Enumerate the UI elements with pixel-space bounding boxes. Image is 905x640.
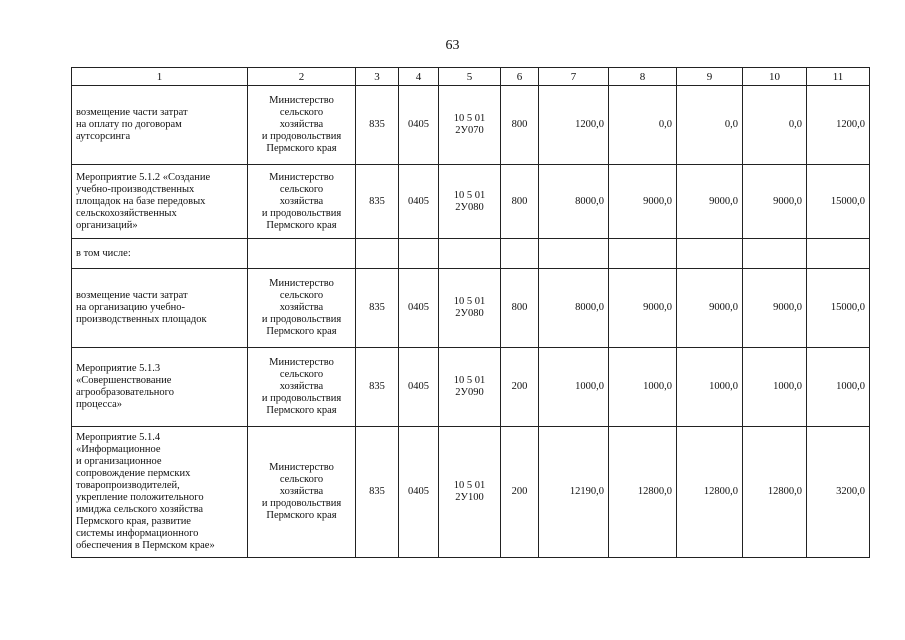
amount-cell: 9000,0 bbox=[677, 165, 743, 239]
expense-type-code: 800 bbox=[501, 165, 539, 239]
target-article-code: 10 5 01 2У080 bbox=[439, 269, 501, 348]
column-header: 4 bbox=[399, 68, 439, 86]
table-row bbox=[72, 348, 870, 427]
activity-description: Мероприятие 5.1.4 «Информационное и организационное сопровождение пермских товаропроизводителей, укрепление положительного имиджа сельского хозяйства Пермского края, развитие системы информационного обеспечения в Пермском крае» bbox=[72, 427, 248, 558]
ministry-code: 835 bbox=[356, 165, 399, 239]
column-header: 10 bbox=[743, 68, 807, 86]
amount-cell: 9000,0 bbox=[609, 269, 677, 348]
amount-cell: 1000,0 bbox=[807, 348, 870, 427]
amount-cell: 1000,0 bbox=[677, 348, 743, 427]
amount-cell bbox=[609, 239, 677, 269]
table-row bbox=[72, 269, 870, 348]
section-code: 0405 bbox=[399, 165, 439, 239]
target-article-code: 10 5 01 2У090 bbox=[439, 348, 501, 427]
column-header: 2 bbox=[248, 68, 356, 86]
column-header: 6 bbox=[501, 68, 539, 86]
amount-cell: 1000,0 bbox=[539, 348, 609, 427]
amount-cell: 12190,0 bbox=[539, 427, 609, 558]
amount-cell: 12800,0 bbox=[743, 427, 807, 558]
amount-cell: 1200,0 bbox=[807, 86, 870, 165]
amount-cell: 15000,0 bbox=[807, 165, 870, 239]
responsible-ministry bbox=[248, 239, 356, 269]
column-header: 1 bbox=[72, 68, 248, 86]
amount-cell: 8000,0 bbox=[539, 165, 609, 239]
amount-cell: 0,0 bbox=[743, 86, 807, 165]
ministry-code: 835 bbox=[356, 269, 399, 348]
amount-cell: 1000,0 bbox=[609, 348, 677, 427]
activity-description: возмещение части затрат на организацию учебно- производственных площадок bbox=[72, 269, 248, 348]
ministry-code: 835 bbox=[356, 86, 399, 165]
budget-table bbox=[71, 67, 870, 558]
column-header: 7 bbox=[539, 68, 609, 86]
amount-cell: 0,0 bbox=[677, 86, 743, 165]
ministry-code bbox=[356, 239, 399, 269]
expense-type-code: 200 bbox=[501, 348, 539, 427]
responsible-ministry: Министерство сельского хозяйства и продовольствия Пермского края bbox=[248, 348, 356, 427]
amount-cell bbox=[743, 239, 807, 269]
amount-cell: 12800,0 bbox=[609, 427, 677, 558]
expense-type-code bbox=[501, 239, 539, 269]
section-code: 0405 bbox=[399, 427, 439, 558]
amount-cell bbox=[677, 239, 743, 269]
target-article-code: 10 5 01 2У100 bbox=[439, 427, 501, 558]
column-header: 9 bbox=[677, 68, 743, 86]
section-code: 0405 bbox=[399, 348, 439, 427]
activity-description: в том числе: bbox=[72, 239, 248, 269]
responsible-ministry: Министерство сельского хозяйства и продовольствия Пермского края bbox=[248, 86, 356, 165]
amount-cell: 8000,0 bbox=[539, 269, 609, 348]
table-row bbox=[72, 86, 870, 165]
target-article-code bbox=[439, 239, 501, 269]
amount-cell: 12800,0 bbox=[677, 427, 743, 558]
activity-description: Мероприятие 5.1.2 «Создание учебно-производственных площадок на базе передовых сельскохозяйственных организаций» bbox=[72, 165, 248, 239]
amount-cell: 1200,0 bbox=[539, 86, 609, 165]
responsible-ministry: Министерство сельского хозяйства и продовольствия Пермского края bbox=[248, 165, 356, 239]
table-row bbox=[72, 427, 870, 558]
section-code: 0405 bbox=[399, 86, 439, 165]
responsible-ministry: Министерство сельского хозяйства и продовольствия Пермского края bbox=[248, 427, 356, 558]
amount-cell: 9000,0 bbox=[743, 269, 807, 348]
column-header: 3 bbox=[356, 68, 399, 86]
section-code: 0405 bbox=[399, 269, 439, 348]
amount-cell: 0,0 bbox=[609, 86, 677, 165]
amount-cell: 9000,0 bbox=[677, 269, 743, 348]
column-header: 11 bbox=[807, 68, 870, 86]
expense-type-code: 800 bbox=[501, 269, 539, 348]
activity-description: возмещение части затрат на оплату по договорам аутсорсинга bbox=[72, 86, 248, 165]
expense-type-code: 200 bbox=[501, 427, 539, 558]
responsible-ministry: Министерство сельского хозяйства и продовольствия Пермского края bbox=[248, 269, 356, 348]
expense-type-code: 800 bbox=[501, 86, 539, 165]
amount-cell: 15000,0 bbox=[807, 269, 870, 348]
table-row bbox=[72, 165, 870, 239]
column-header: 5 bbox=[439, 68, 501, 86]
section-code bbox=[399, 239, 439, 269]
amount-cell bbox=[539, 239, 609, 269]
page-number: 63 bbox=[445, 38, 460, 53]
column-header: 8 bbox=[609, 68, 677, 86]
amount-cell: 1000,0 bbox=[743, 348, 807, 427]
amount-cell: 9000,0 bbox=[743, 165, 807, 239]
table-row bbox=[72, 239, 870, 269]
ministry-code: 835 bbox=[356, 348, 399, 427]
activity-description: Мероприятие 5.1.3 «Совершенствование агрообразовательного процесса» bbox=[72, 348, 248, 427]
target-article-code: 10 5 01 2У070 bbox=[439, 86, 501, 165]
target-article-code: 10 5 01 2У080 bbox=[439, 165, 501, 239]
amount-cell: 3200,0 bbox=[807, 427, 870, 558]
amount-cell bbox=[807, 239, 870, 269]
header-row bbox=[72, 68, 870, 86]
ministry-code: 835 bbox=[356, 427, 399, 558]
amount-cell: 9000,0 bbox=[609, 165, 677, 239]
